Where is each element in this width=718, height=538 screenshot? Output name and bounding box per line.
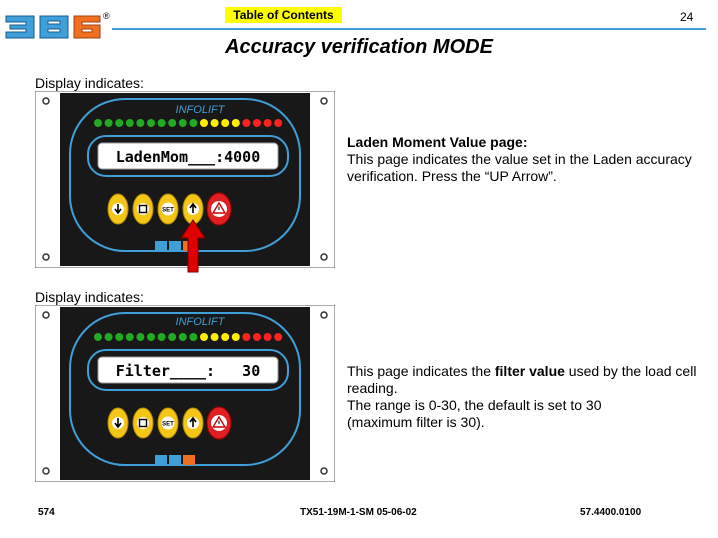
led-indicator xyxy=(211,333,219,341)
led-indicator xyxy=(232,333,240,341)
warning-button[interactable] xyxy=(207,193,231,225)
led-indicator xyxy=(264,119,272,127)
table-of-contents-link[interactable]: Table of Contents xyxy=(225,7,342,23)
header-rule xyxy=(112,28,706,30)
led-indicator xyxy=(94,119,102,127)
led-indicator xyxy=(253,333,261,341)
down-arrow-button[interactable] xyxy=(108,194,128,224)
page-title: Accuracy verification MODE xyxy=(225,36,493,58)
led-indicator xyxy=(200,333,208,341)
led-indicator xyxy=(168,119,176,127)
description-1 xyxy=(347,134,697,185)
lcd-text: LadenMom___:4000 xyxy=(115,148,261,166)
led-indicator xyxy=(158,333,166,341)
filter-value-term: filter value xyxy=(494,363,565,379)
display-label-1: Display indicates: xyxy=(35,75,144,91)
display-label-2: Display indicates: xyxy=(35,289,144,305)
led-indicator xyxy=(126,119,134,127)
led-indicator xyxy=(232,119,240,127)
led-indicator xyxy=(136,333,144,341)
led-indicator xyxy=(200,119,208,127)
led-indicator xyxy=(126,333,134,341)
led-indicator xyxy=(264,333,272,341)
led-indicator xyxy=(189,333,197,341)
led-indicator xyxy=(274,119,282,127)
body-post: used by the load cell reading. xyxy=(347,363,697,396)
description-2 xyxy=(347,363,707,431)
description-body xyxy=(347,363,707,397)
led-indicator xyxy=(179,333,187,341)
red-pointer-arrow xyxy=(179,218,207,274)
set-label: SET xyxy=(162,421,174,428)
led-indicator xyxy=(94,333,102,341)
warning-button[interactable] xyxy=(207,407,231,439)
footer-part-number: 57.4400.0100 xyxy=(580,507,642,518)
led-indicator xyxy=(147,119,155,127)
max-line: (maximum filter is 30). xyxy=(347,414,485,430)
led-indicator xyxy=(274,333,282,341)
led-indicator xyxy=(211,119,219,127)
led-indicator xyxy=(242,119,250,127)
led-indicator xyxy=(105,333,113,341)
led-indicator xyxy=(179,119,187,127)
range-line: The range is 0-30, the default is set to 30 xyxy=(347,397,602,413)
led-indicator xyxy=(242,333,250,341)
set-label: SET xyxy=(162,207,174,214)
led-indicator xyxy=(221,119,229,127)
led-indicator xyxy=(189,119,197,127)
description-heading: Laden Moment Value page: xyxy=(347,134,528,150)
led-indicator xyxy=(158,119,166,127)
led-indicator xyxy=(105,119,113,127)
enter-button[interactable] xyxy=(133,408,153,438)
description-body: This page indicates the value set in the Laden accuracy verification. Press the “UP Arrow”. xyxy=(347,151,692,184)
led-indicator xyxy=(147,333,155,341)
led-indicator xyxy=(221,333,229,341)
lcd-text: Filter____: 30 xyxy=(115,362,261,380)
svg-text:®: ® xyxy=(103,11,110,21)
led-indicator xyxy=(115,119,123,127)
led-indicator xyxy=(136,119,144,127)
led-indicator xyxy=(253,119,261,127)
3b6-small-logo xyxy=(155,455,195,465)
set-button[interactable] xyxy=(158,194,178,224)
infolift-brand: INFOLIFT xyxy=(175,104,225,116)
set-button[interactable] xyxy=(158,408,178,438)
infolift-panel-2 xyxy=(35,305,335,482)
footer-doc-id: TX51-19M-1-SM 05-06-02 xyxy=(300,507,417,518)
enter-button[interactable] xyxy=(133,194,153,224)
page-number: 24 xyxy=(680,10,694,24)
led-indicator xyxy=(115,333,123,341)
down-arrow-button[interactable] xyxy=(108,408,128,438)
footer-page: 574 xyxy=(38,507,55,518)
led-indicator xyxy=(168,333,176,341)
body-pre: This page indicates the xyxy=(347,363,495,379)
up-arrow-button[interactable] xyxy=(183,408,203,438)
infolift-brand: INFOLIFT xyxy=(175,316,225,328)
